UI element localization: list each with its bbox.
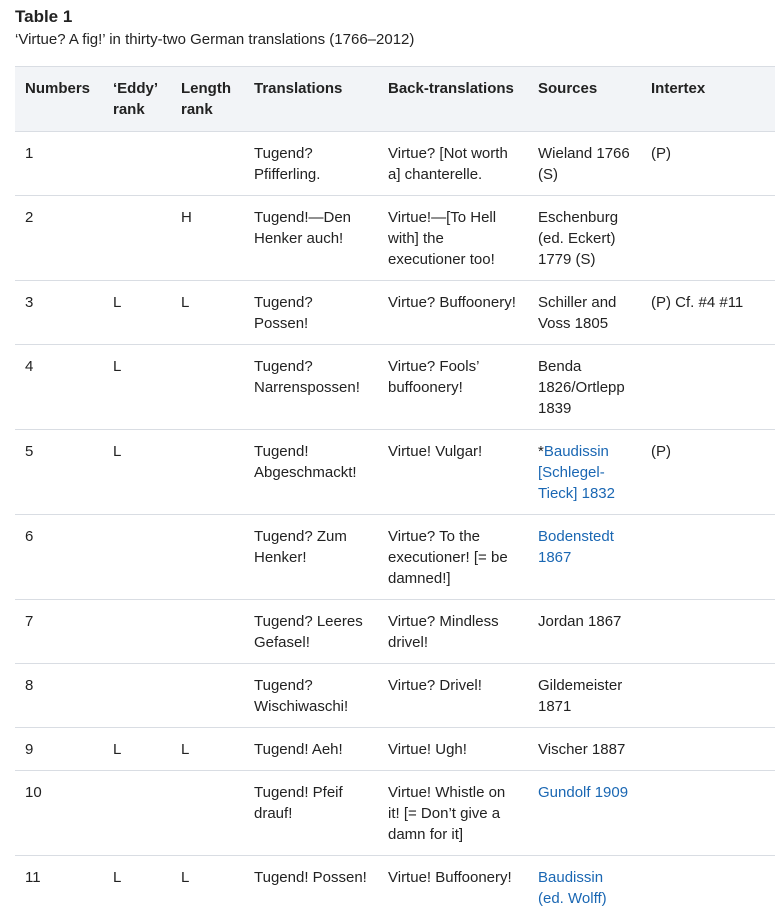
cell-intertext [641,728,775,771]
cell-number: 5 [15,430,103,515]
cell-source [528,600,641,664]
cell-intertext [641,345,775,430]
cell-intertext [641,771,775,856]
cell-number: 2 [15,196,103,281]
cell-length-rank [171,515,244,600]
cell-eddy-rank: L [103,430,171,515]
cell-eddy-rank [103,196,171,281]
cell-translation: Tugend? Possen! [244,281,378,345]
table-row [15,132,775,196]
table-row [15,196,775,281]
cell-number: 11 [15,856,103,919]
cell-back-translation: Virtue? Buffoonery! [378,281,528,345]
cell-translation: Tugend? Narrenspossen! [244,345,378,430]
cell-length-rank [171,132,244,196]
source-text: Benda 1826/Ortlepp 1839 [538,358,625,417]
table-header [15,67,775,132]
cell-source [528,132,641,196]
table-body [15,132,775,919]
source-text: Jordan 1867 [538,613,621,630]
translations-table [15,66,775,919]
cell-number: 3 [15,281,103,345]
cell-intertext [641,600,775,664]
header-translations: Translations [244,67,378,132]
table-row [15,345,775,430]
cell-intertext [641,856,775,919]
cell-eddy-rank: L [103,728,171,771]
cell-length-rank: L [171,856,244,919]
cell-number: 8 [15,664,103,728]
source-text: Eschenburg (ed. Eckert) 1779 (S) [538,209,618,268]
cell-eddy-rank [103,771,171,856]
cell-intertext [641,664,775,728]
cell-back-translation: Virtue? To the executioner! [= be damned!] [378,515,528,600]
header-back-translations: Back-translations [378,67,528,132]
cell-translation: Tugend! Possen! [244,856,378,919]
table-row [15,430,775,515]
cell-back-translation: Virtue? Drivel! [378,664,528,728]
cell-length-rank [171,345,244,430]
cell-translation: Tugend! Pfeif drauf! [244,771,378,856]
cell-intertext: (P) Cf. #4 #11 [641,281,775,345]
cell-source [528,664,641,728]
cell-translation: Tugend? Wischiwaschi! [244,664,378,728]
cell-length-rank [171,430,244,515]
cell-length-rank [171,600,244,664]
table-row [15,515,775,600]
cell-eddy-rank: L [103,345,171,430]
table-row [15,281,775,345]
header-eddy-rank: ‘Eddy’ rank [103,67,171,132]
source-link[interactable]: Gundolf 1909 [538,784,628,801]
cell-length-rank [171,771,244,856]
cell-source [528,345,641,430]
table-caption: ‘Virtue? A fig!’ in thirty-two German translations (1766–2012) [15,28,725,52]
cell-translation: Tugend!—Den Henker auch! [244,196,378,281]
source-text: Vischer 1887 [538,741,625,758]
cell-intertext [641,515,775,600]
cell-back-translation: Virtue? [Not worth a] chanterelle. [378,132,528,196]
cell-length-rank: L [171,281,244,345]
table-row [15,728,775,771]
cell-number: 10 [15,771,103,856]
cell-length-rank: L [171,728,244,771]
cell-back-translation: Virtue! Vulgar! [378,430,528,515]
table-figure [15,6,725,919]
header-numbers: Numbers [15,67,103,132]
cell-source [528,196,641,281]
cell-eddy-rank [103,515,171,600]
table-row [15,664,775,728]
table-row [15,771,775,856]
cell-length-rank: H [171,196,244,281]
cell-intertext: (P) [641,430,775,515]
cell-eddy-rank: L [103,281,171,345]
source-link[interactable]: Bodenstedt 1867 [538,528,614,566]
source-link[interactable]: Baudissin [Schlegel-Tieck] 1832 [538,443,615,502]
cell-eddy-rank: L [103,856,171,919]
cell-number: 6 [15,515,103,600]
cell-eddy-rank [103,132,171,196]
header-sources: Sources [528,67,641,132]
cell-source [528,771,641,856]
header-intertext: Intertex [641,67,775,132]
cell-translation: Tugend? Pfifferling. [244,132,378,196]
cell-translation: Tugend! Aeh! [244,728,378,771]
cell-source [528,728,641,771]
cell-back-translation: Virtue? Fools’ buffoonery! [378,345,528,430]
cell-number: 4 [15,345,103,430]
table-label: Table 1 [15,6,725,28]
source-text: Schiller and Voss 1805 [538,294,616,332]
cell-translation: Tugend? Zum Henker! [244,515,378,600]
source-text: Gildemeister 1871 [538,677,622,715]
source-link[interactable]: Baudissin (ed. Wolff) [538,869,607,907]
table-row [15,600,775,664]
cell-intertext [641,196,775,281]
table-scroll-container[interactable] [15,66,707,919]
cell-number: 9 [15,728,103,771]
cell-eddy-rank [103,600,171,664]
cell-eddy-rank [103,664,171,728]
cell-translation: Tugend! Abgeschmackt! [244,430,378,515]
cell-number: 7 [15,600,103,664]
cell-back-translation: Virtue! Ugh! [378,728,528,771]
cell-back-translation: Virtue! Buffoonery! [378,856,528,919]
cell-back-translation: Virtue? Mindless drivel! [378,600,528,664]
cell-source [528,515,641,600]
cell-source [528,856,641,919]
header-length-rank: Length rank [171,67,244,132]
cell-number: 1 [15,132,103,196]
cell-intertext: (P) [641,132,775,196]
source-text: Wieland 1766 (S) [538,145,630,183]
cell-back-translation: Virtue!—[To Hell with] the executioner too! [378,196,528,281]
table-row [15,856,775,919]
cell-source [528,430,641,515]
cell-source [528,281,641,345]
cell-length-rank [171,664,244,728]
cell-translation: Tugend? Leeres Gefasel! [244,600,378,664]
cell-back-translation: Virtue! Whistle on it! [= Don’t give a damn for it] [378,771,528,856]
source-prefix: * [538,443,544,460]
header-row [15,67,775,132]
